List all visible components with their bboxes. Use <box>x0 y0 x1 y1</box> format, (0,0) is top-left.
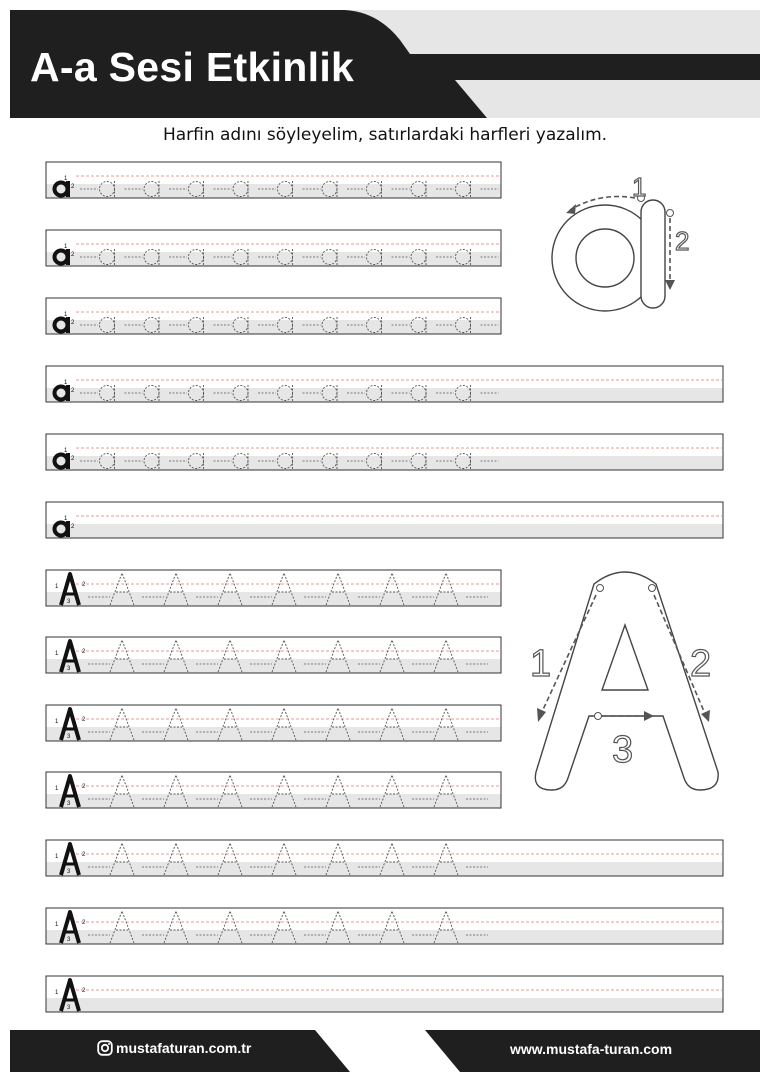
row-step-3: 3 <box>67 1005 71 1011</box>
row-baseline-band <box>47 592 501 606</box>
row-step-2: 2 <box>82 784 86 790</box>
guide-A-arrowhead-2 <box>701 710 710 722</box>
row-step-2: 2 <box>71 456 75 462</box>
instagram-icon <box>97 1040 113 1056</box>
guide-a-step-1: 1 <box>632 172 647 202</box>
footer-instagram[interactable] <box>97 1040 251 1056</box>
row-step-1: 1 <box>55 786 59 792</box>
row-step-3: 3 <box>67 869 71 875</box>
guide-A-start-1 <box>597 585 604 592</box>
guide-A-step-1: 1 <box>530 643 552 685</box>
row-step-3: 3 <box>67 734 71 740</box>
guide-a-stem <box>641 200 665 308</box>
row-step-1: 1 <box>55 651 59 657</box>
lowercase-row <box>46 162 501 198</box>
lowercase-row <box>46 298 501 334</box>
row-step-2: 2 <box>71 252 75 258</box>
row-step-1: 1 <box>64 176 68 182</box>
row-baseline-band <box>47 794 501 808</box>
uppercase-row <box>46 570 501 606</box>
row-step-2: 2 <box>82 852 86 858</box>
guide-A-start-2 <box>649 585 656 592</box>
guide-a-step-2: 2 <box>675 226 690 256</box>
lowercase-stroke-guide <box>552 172 689 311</box>
guide-a-bowl-inner <box>576 229 634 287</box>
uppercase-row <box>46 976 723 1012</box>
guide-A-step-2: 2 <box>690 643 712 685</box>
row-step-1: 1 <box>64 448 68 454</box>
row-baseline-band <box>47 524 723 538</box>
guide-A-arrowhead-1 <box>537 708 546 722</box>
row-step-1: 1 <box>64 516 68 522</box>
row-step-2: 2 <box>71 524 75 530</box>
row-step-2: 2 <box>71 388 75 394</box>
row-step-2: 2 <box>71 184 75 190</box>
guide-a-start-2 <box>667 210 674 217</box>
row-baseline-band <box>47 998 723 1012</box>
lowercase-row <box>46 230 501 266</box>
row-step-3: 3 <box>67 666 71 672</box>
row-step-2: 2 <box>82 988 86 994</box>
row-step-1: 1 <box>55 584 59 590</box>
instruction-text: Harfin adını söyleyelim, satırlardaki harfleri yazalım. <box>162 125 608 145</box>
page-title: A-a Sesi Etkinlik <box>30 44 355 90</box>
row-step-3: 3 <box>67 801 71 807</box>
row-step-1: 1 <box>64 244 68 250</box>
row-baseline-band <box>47 727 501 741</box>
uppercase-row <box>46 908 723 944</box>
lowercase-row <box>46 434 723 470</box>
row-step-1: 1 <box>55 854 59 860</box>
guide-a-arrowhead-2 <box>665 280 675 290</box>
lowercase-row <box>46 366 723 402</box>
guide-A-start-3 <box>595 713 602 720</box>
row-step-2: 2 <box>82 582 86 588</box>
lowercase-row <box>46 502 723 538</box>
row-step-2: 2 <box>82 717 86 723</box>
row-baseline-band <box>47 659 501 673</box>
instagram-handle: mustafaturan.com.tr <box>116 1040 252 1056</box>
uppercase-row <box>46 705 501 741</box>
row-step-2: 2 <box>82 920 86 926</box>
website-link[interactable]: www.mustafa-turan.com <box>510 1041 673 1057</box>
uppercase-row <box>46 637 501 673</box>
row-step-1: 1 <box>55 922 59 928</box>
row-step-1: 1 <box>64 312 68 318</box>
row-step-1: 1 <box>64 380 68 386</box>
row-step-3: 3 <box>67 937 71 943</box>
row-step-1: 1 <box>55 990 59 996</box>
guide-a-arrowhead-1 <box>566 204 576 214</box>
row-step-1: 1 <box>55 719 59 725</box>
uppercase-row <box>46 772 501 808</box>
guide-A-step-3: 3 <box>612 729 634 771</box>
row-step-2: 2 <box>71 320 75 326</box>
uppercase-stroke-guide <box>530 572 718 790</box>
row-step-2: 2 <box>82 649 86 655</box>
uppercase-row <box>46 840 723 876</box>
row-step-3: 3 <box>67 599 71 605</box>
